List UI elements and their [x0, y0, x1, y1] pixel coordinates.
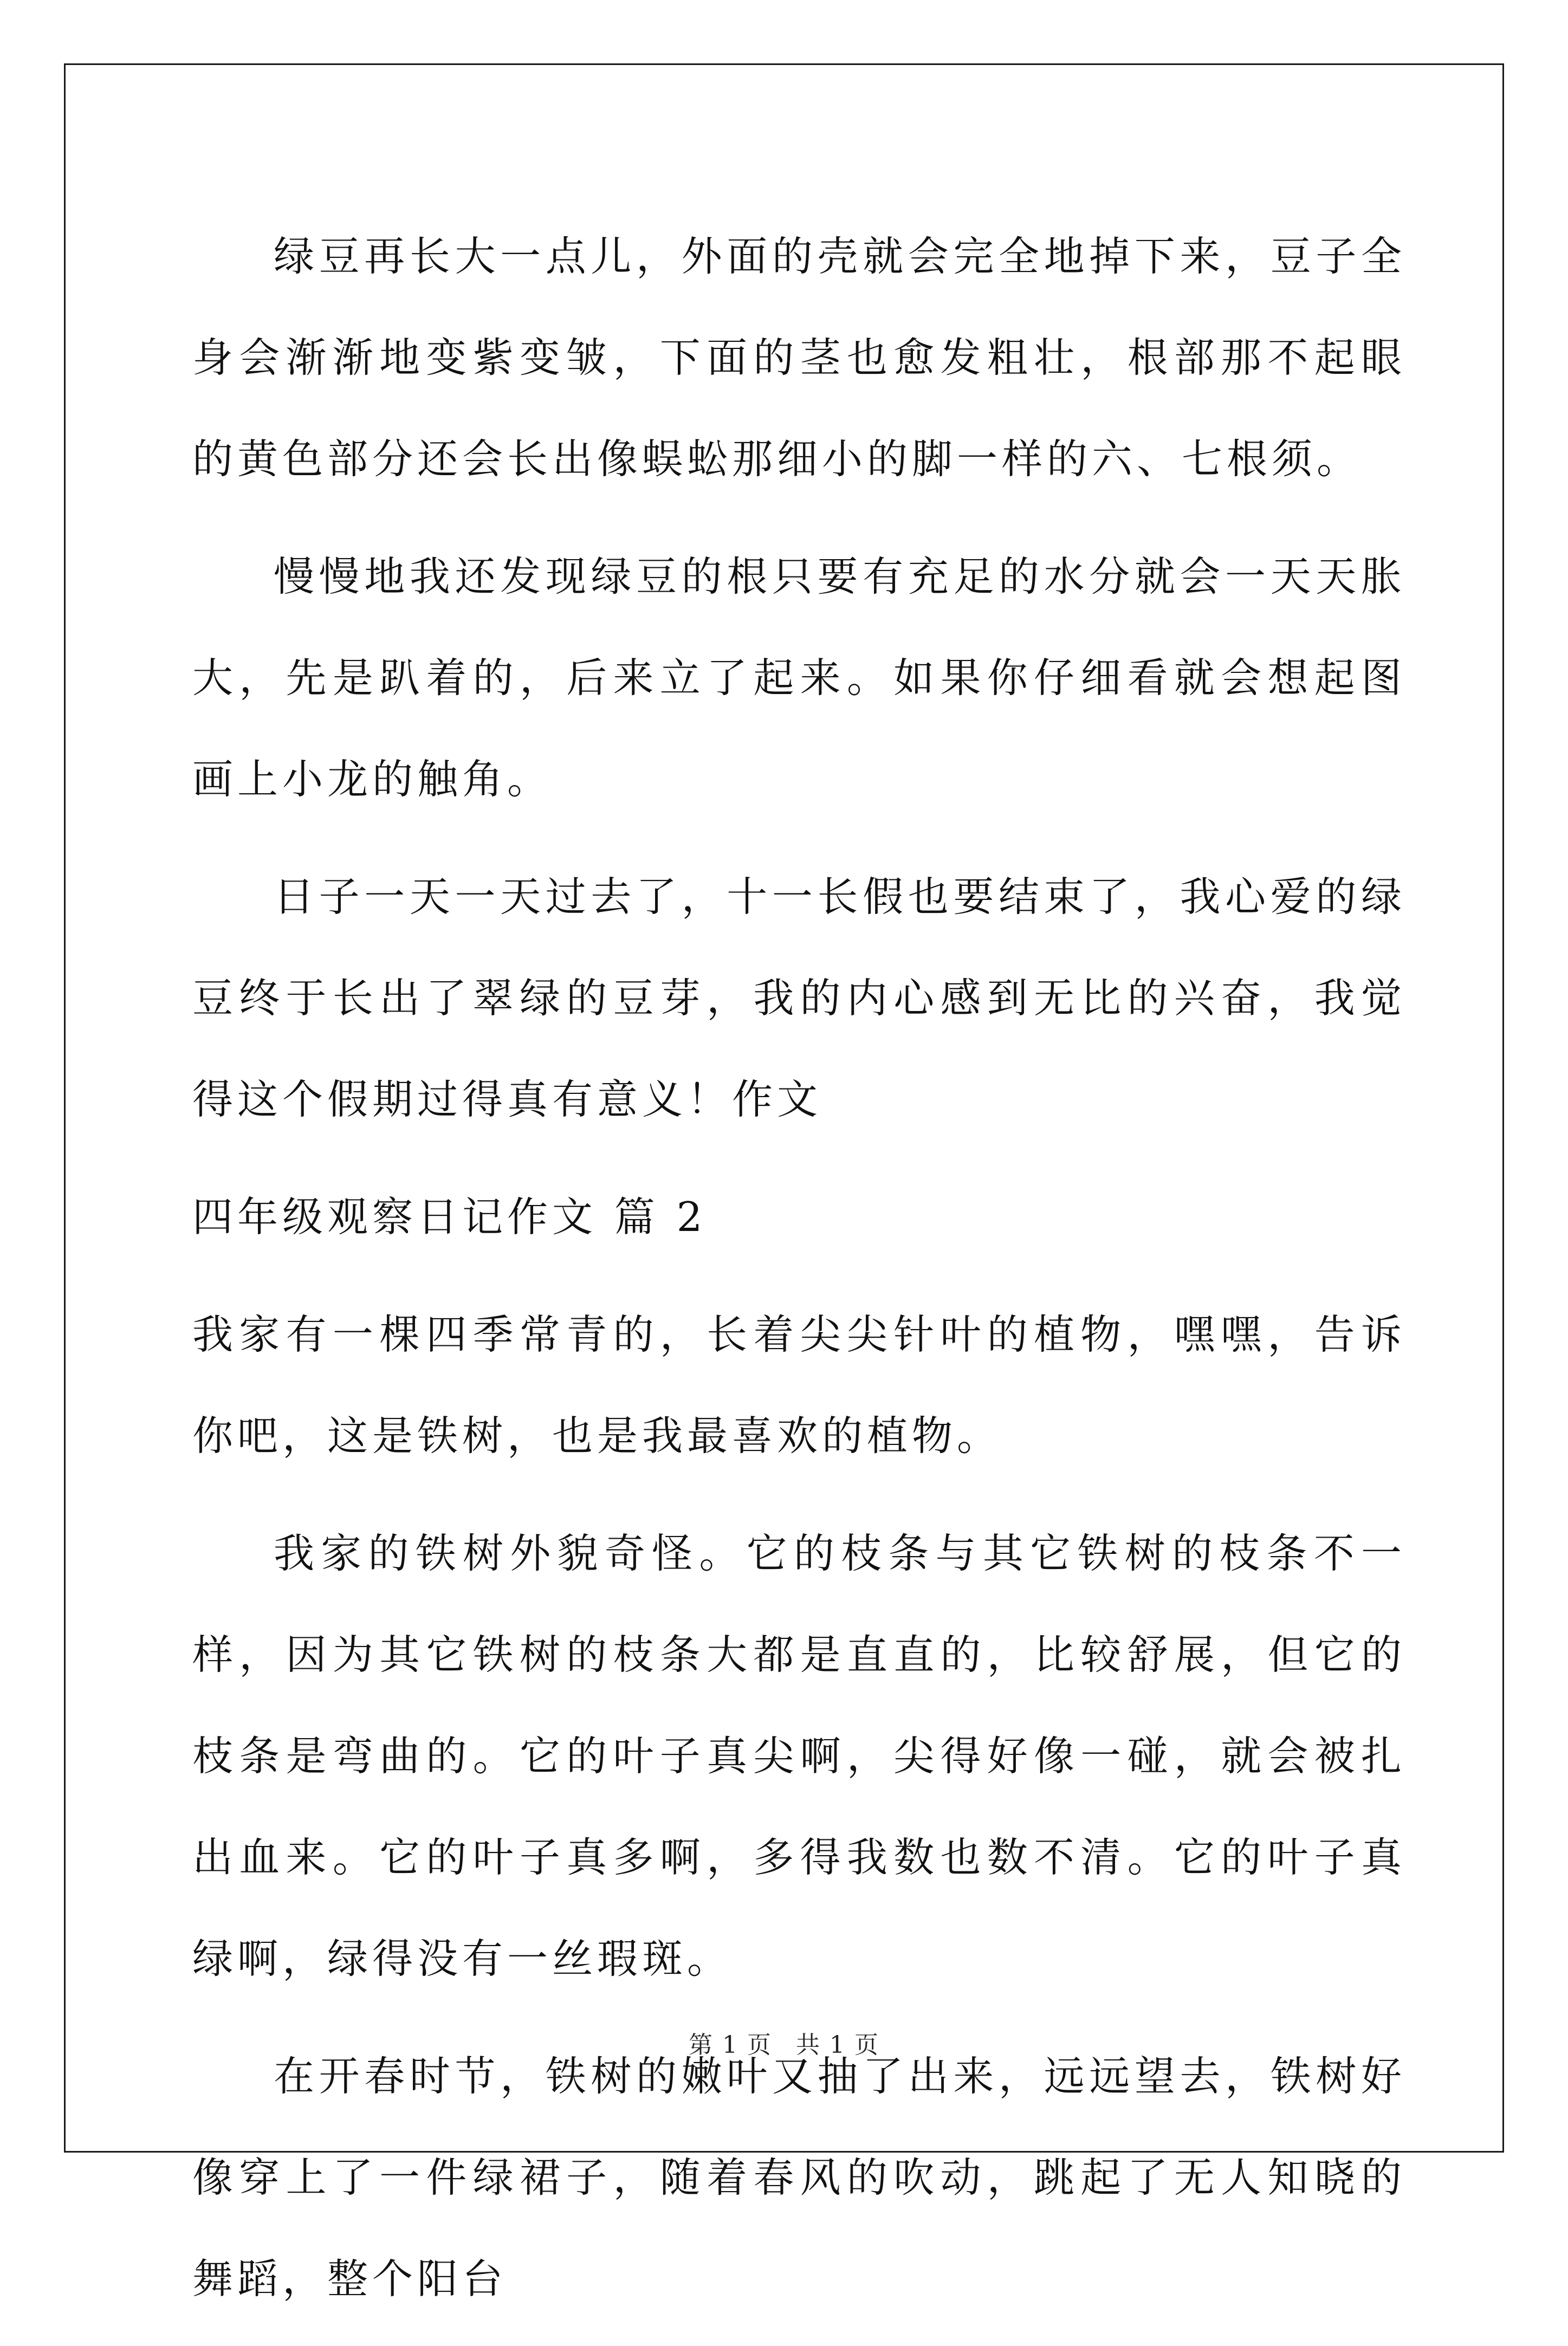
page-number: 第 1 页: [689, 2031, 772, 2059]
paragraph-iron-tree-appearance: 我家的铁树外貌奇怪。它的枝条与其它铁树的枝条不一样，因为其它铁树的枝条大都是直直的，比较舒展，但它的枝条是弯曲的。它的叶子真尖啊，尖得好像一碰，就会被扎出血来。它的叶子真多啊，多得我数也数不清。它的叶子真绿啊，绿得没有一丝瑕斑。: [192, 1530, 1406, 1982]
paragraph-mung-bean-roots: 慢慢地我还发现绿豆的根只要有充足的水分就会一天天胀大，先是趴着的，后来立了起来。如果你仔细看就会想起图画上小龙的触角。: [192, 553, 1406, 803]
section-heading: 四年级观察日记作文 篇 2: [192, 1193, 707, 1241]
paragraph-holiday-end: 日子一天一天过去了，十一长假也要结束了，我心爱的绿豆终于长出了翠绿的豆芽，我的内心感到无比的兴奋，我觉得这个假期过得真有意义！作文: [192, 873, 1406, 1123]
paragraph-iron-tree-spring: 在开春时节，铁树的嫩叶又抽了出来，远远望去，铁树好像穿上了一件绿裙子，随着春风的吹动，跳起了无人知晓的舞蹈，整个阳台: [192, 2052, 1406, 2303]
paragraph-iron-tree-intro: 我家有一棵四季常青的，长着尖尖针叶的植物，嘿嘿，告诉你吧，这是铁树，也是我最喜欢的植物。: [192, 1311, 1406, 1460]
paragraph-mung-bean-growth: 绿豆再长大一点儿，外面的壳就会完全地掉下来，豆子全身会渐渐地变紫变皱，下面的茎也愈发粗壮，根部那不起眼的黄色部分还会长出像蜈蚣那细小的脚一样的六、七根须。: [192, 232, 1406, 483]
page-footer: [0, 2025, 1568, 2060]
page-total: 共 1 页: [796, 2031, 879, 2059]
